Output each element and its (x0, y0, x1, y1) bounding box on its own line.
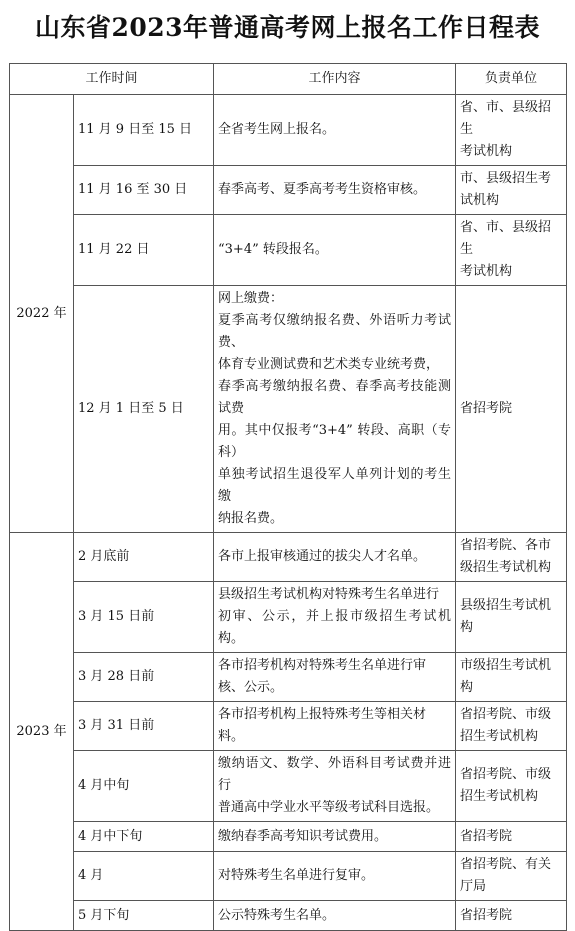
year-cell: 2022 年 (10, 95, 74, 533)
dept-cell (456, 901, 567, 931)
content-line: 单独考试招生退役军人单列计划的考生缴 (218, 467, 452, 504)
content-cell (214, 653, 456, 702)
content-line: 各市招考机构上报特殊考生等相关材 (218, 707, 427, 722)
dept-cell (456, 166, 567, 215)
time-cell: 3 月 31 日前 (74, 702, 214, 751)
time-cell: 4 月 (74, 852, 214, 901)
dept-line: 市、县级招生考 (460, 171, 552, 186)
content-cell (214, 751, 456, 822)
content-line: 体育专业测试费和艺术类专业统考费， (218, 357, 440, 372)
page-title: 山东省2023年普通高考网上报名工作日程表 (34, 13, 541, 42)
dept-line: 省、市、县级招生 (460, 220, 552, 257)
time-cell: 5 月下旬 (74, 901, 214, 931)
content-line: 春季高考、夏季高考考生资格审核。 (218, 182, 427, 197)
time-cell: 11 月 22 日 (74, 215, 214, 286)
time-cell: 11 月 9 日至 15 日 (74, 95, 214, 166)
table-row (10, 751, 567, 822)
table-row (10, 901, 567, 931)
dept-cell (456, 852, 567, 901)
content-line: 初审、公示，并上报市级招生考试机构。 (218, 609, 452, 646)
dept-line: 市级招生考试机 (460, 658, 552, 673)
content-line: 各市招考机构对特殊考生名单进行审 (218, 658, 427, 673)
content-line: 夏季高考仅缴纳报名费、外语听力考试费、 (218, 313, 452, 350)
content-line: 料。 (218, 729, 245, 744)
year-cell: 2023 年 (10, 533, 74, 931)
content-line: 公示特殊考生名单。 (218, 907, 336, 923)
time-cell: 3 月 15 日前 (74, 582, 214, 653)
content-cell (214, 166, 456, 215)
dept-cell (456, 95, 567, 166)
dept-line: 考试机构 (460, 144, 513, 159)
dept-cell (456, 653, 567, 702)
header-time: 工作时间 (10, 64, 214, 95)
time-cell: 2 月底前 (74, 533, 214, 582)
table-row (10, 166, 567, 215)
dept-line: 构 (460, 620, 474, 635)
content-cell (214, 852, 456, 901)
content-line: 春季高考缴纳报名费、春季高考技能测试费 (218, 379, 452, 416)
table-row (10, 702, 567, 751)
time-cell: 4 月中下旬 (74, 822, 214, 852)
table-header-row (10, 64, 567, 95)
dept-line: 省招考院 (460, 907, 513, 923)
dept-cell (456, 286, 567, 533)
time-cell: 4 月中旬 (74, 751, 214, 822)
time-cell: 11 月 16 至 30 日 (74, 166, 214, 215)
header-content: 工作内容 (214, 64, 456, 95)
content-line: 缴纳春季高考知识考试费用。 (218, 828, 388, 844)
dept-line: 招生考试机构 (460, 789, 539, 804)
content-cell (214, 822, 456, 852)
content-cell (214, 215, 456, 286)
dept-line: 省招考院、市级 (460, 707, 552, 722)
dept-line: 考试机构 (460, 264, 513, 279)
dept-line: 县级招生考试机 (460, 598, 552, 613)
content-line: 核、公示。 (218, 680, 284, 695)
dept-line: 省招考院 (460, 828, 513, 844)
dept-line: 省招考院、市级 (460, 767, 552, 782)
schedule-table (9, 63, 567, 931)
content-cell (214, 901, 456, 931)
dept-line: 省招考院、各市 (460, 538, 552, 553)
content-line: 全省考生网上报名。 (218, 122, 336, 137)
table-row (10, 822, 567, 852)
dept-cell (456, 533, 567, 582)
content-cell (214, 286, 456, 533)
table-row (10, 286, 567, 533)
content-cell (214, 702, 456, 751)
dept-line: 省、市、县级招生 (460, 100, 552, 137)
table-row (10, 582, 567, 653)
dept-cell (456, 751, 567, 822)
content-line: 缴纳语文、数学、外语科目考试费并进行 (218, 756, 452, 793)
content-line: 纳报名费。 (218, 511, 284, 526)
dept-line: 构 (460, 680, 474, 695)
time-cell: 12 月 1 日至 5 日 (74, 286, 214, 533)
table-row (10, 533, 567, 582)
header-dept: 负责单位 (456, 64, 567, 95)
content-cell (214, 582, 456, 653)
time-cell: 3 月 28 日前 (74, 653, 214, 702)
dept-line: 省招考院 (460, 401, 513, 416)
dept-line: 省招考院、有关 (460, 857, 552, 872)
content-cell (214, 95, 456, 166)
table-row (10, 852, 567, 901)
dept-line: 招生考试机构 (460, 729, 539, 744)
dept-cell (456, 215, 567, 286)
table-body (10, 95, 567, 931)
content-line: 网上缴费： (218, 291, 284, 306)
dept-cell (456, 702, 567, 751)
table-row (10, 95, 567, 166)
content-cell (214, 533, 456, 582)
content-line: 对特殊考生名单进行复审。 (218, 868, 375, 883)
content-line: 县级招生考试机构对特殊考生名单进行 (218, 587, 440, 602)
dept-line: 厅局 (460, 879, 487, 894)
dept-cell (456, 822, 567, 852)
table-row (10, 653, 567, 702)
dept-line: 试机构 (460, 193, 500, 208)
content-line: 用。其中仅报考“3+4” 转段、高职（专科） (218, 423, 452, 460)
content-line: “3+4” 转段报名。 (218, 242, 328, 257)
table-row (10, 215, 567, 286)
content-line: 普通高中学业水平等级考试科目选报。 (218, 800, 440, 815)
content-line: 各市上报审核通过的拔尖人才名单。 (218, 549, 427, 564)
dept-line: 级招生考试机构 (460, 560, 552, 575)
dept-cell (456, 582, 567, 653)
